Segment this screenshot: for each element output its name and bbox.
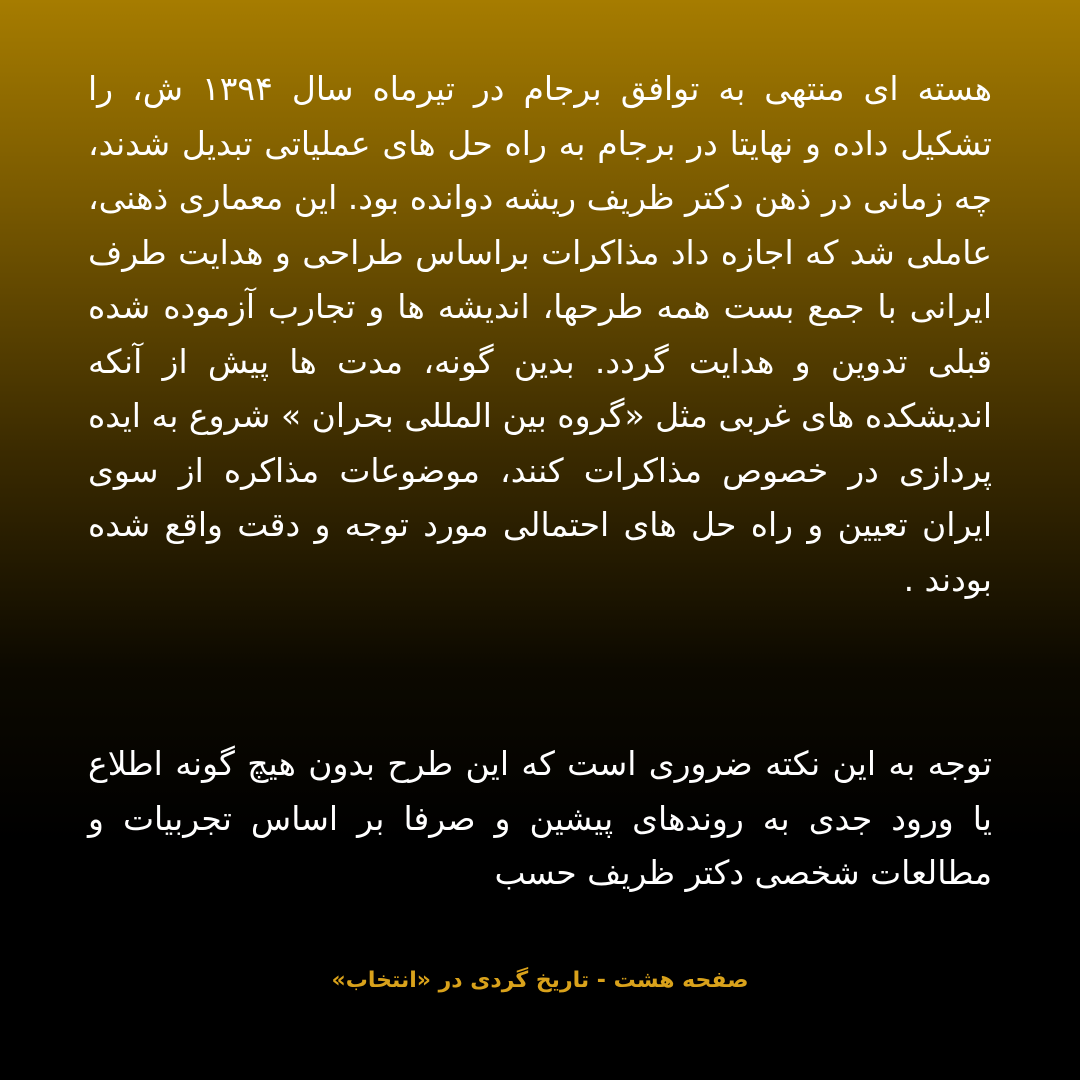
body-paragraph-2: توجه به این نکته ضروری است که این طرح بدون هیچ گونه اطلاع یا ورود جدی به روندهای پیشین و صرفا بر اساس تجربیات و مطالعات شخصی دکتر ظریف حسب [88, 744, 992, 892]
page-footer-caption: صفحه هشت - تاریخ گردی در «انتخاب» [331, 968, 749, 993]
body-paragraph-1: هسته ای منتهی به توافق برجام در تیرماه سال ۱۳۹۴ ش، را تشکیل داده و نهایتا در برجام به راه حل های عملیاتی تبدیل شدند، چه زمانی در ذهن دکتر ظریف ریشه دوانده بود. این معماری ذهنی، عاملی شد که اجازه داد مذاکرات براساس طراحی و هدایت طرف ایرانی با جمع بست همه طرحها، اندیشه ها و تجارب آزموده شده قبلی تدوین و هدایت گردد. بدین گونه، مدت ها پیش از آنکه اندیشکده های غربی مثل «گروه بین المللی بحران » شروع به ایده پردازی در خصوص مذاکرات کنند، موضوعات مذاکره از سوی ایران تعیین و راه حل های احتمالی مورد توجه و دقت واقع شده بودند . [88, 69, 992, 599]
